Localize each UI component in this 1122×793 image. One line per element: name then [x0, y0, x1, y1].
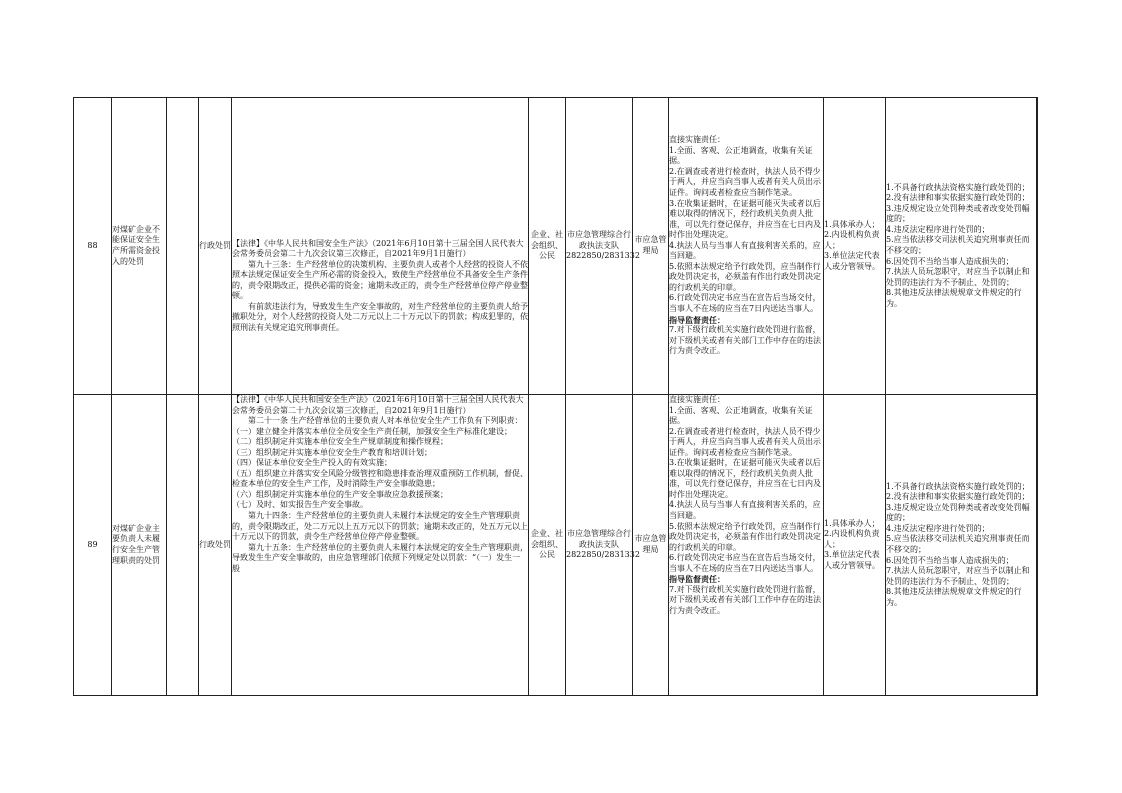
remarks-cell: [1037, 395, 1038, 696]
acc-line: 7.执法人员玩忽职守，对应当予以制止和处罚的违法行为不予制止、处罚的；: [886, 267, 1030, 287]
implementing-org: 市应急管理局: [633, 395, 669, 696]
entity-line: 3.单位法定代表人或分管领导。: [824, 251, 880, 271]
basis-paragraph: 第二十一条 生产经营单位的主要负责人对本单位安全生产工作负有下列职责：: [248, 416, 523, 426]
basis-paragraph: （三）组织制定并实施本单位安全生产教育和培训计划；: [232, 447, 432, 457]
responsible-entity: [824, 395, 886, 696]
accountability-items: [886, 98, 1037, 395]
implementing-dept: 市应急管理综合行政执法支队2822850/2831332: [566, 98, 633, 395]
blank-cell: [167, 395, 199, 696]
acc-line: 3.违反规定设立处罚种类或者改变处罚幅度的；: [886, 502, 1030, 523]
resp-line: 直接实施责任：: [669, 135, 725, 145]
entity-line: 1.具体承办人；: [824, 518, 880, 528]
entity-line: 1.具体承办人；: [824, 219, 880, 229]
legal-basis: [232, 395, 529, 696]
item-name: 对煤矿企业主要负责人未履行安全生产管理职责的处罚: [112, 395, 167, 696]
resp-line: 2.在调查或者进行检查时，执法人员不得少于两人，并应当向当事人或者有关人员出示证件。询问或者检查应当制作笔录。: [669, 426, 821, 457]
power-type: 行政处罚: [199, 98, 232, 395]
responsible-entity: [824, 98, 886, 395]
acc-line: 5.应当依法移交司法机关追究刑事责任而不移交的；: [886, 534, 1030, 554]
power-list-table: [73, 97, 1038, 696]
entity-line: 3.单位法定代表人或分管领导。: [824, 550, 880, 570]
acc-line: 5.应当依法移交司法机关追究刑事责任而不移交的；: [886, 235, 1030, 255]
resp-line: 指导监督责任：: [669, 314, 725, 325]
resp-line: 5.依照本法规定给予行政处罚，应当制作行政处罚决定书，必须盖有作出行政处罚决定的行政机关的印章。: [669, 261, 821, 292]
implementing-org: 市应急管理局: [633, 98, 669, 395]
legal-basis: [232, 98, 529, 395]
item-name: 对煤矿企业不能保证安全生产所需资金投入的处罚: [112, 98, 167, 395]
basis-paragraph: 有前款违法行为，导致发生生产安全事故的，对生产经营单位的主要负责人给予撤职处分，对个人经营的投资人处二万元以上二十万元以下的罚款；构成犯罪的，依照刑法有关规定追究刑事责任。: [232, 301, 528, 332]
resp-line: 6.行政处罚决定书应当在宣告后当场交付，当事人不在场的应当在7日内送达当事人。: [669, 553, 821, 573]
implementing-dept: 市应急管理综合行政执法支队2822850/2831332: [566, 395, 633, 696]
blank-cell: [167, 98, 199, 395]
basis-paragraph: （四）保证本单位安全生产投入的有效实施；: [232, 458, 392, 468]
acc-line: 8.其他违反法律法规规章文件规定的行为。: [886, 587, 1022, 607]
basis-paragraph: （六）组织制定并实施本单位的生产安全事故应急救援预案；: [232, 489, 448, 499]
resp-line: 6.行政处罚决定书应当在宣告后当场交付，当事人不在场的应当在7日内送达当事人。: [669, 293, 821, 313]
basis-paragraph: （一）建立健全并落实本单位全员安全生产责任制，加强安全生产标准化建设；: [232, 426, 512, 436]
basis-paragraph: （二）组织制定并实施本单位安全生产规章制度和操作规程；: [232, 437, 448, 447]
acc-line: 2.没有法律和事实依据实施行政处罚的；: [886, 492, 1030, 502]
acc-line: 3.违反规定设立处罚种类或者改变处罚幅度的；: [886, 203, 1030, 224]
acc-line: 1.不具备行政执法资格实施行政处罚的；: [886, 182, 1030, 192]
resp-line: 1.全面、客观、公正地调查，收集有关证据。: [669, 145, 813, 166]
basis-paragraph: 第九十五条：生产经营单位的主要负责人未履行本法规定的安全生产管理职责，导致发生生产安全事故的，由应急管理部门依照下列规定处以罚款：“（一）发生一般: [232, 542, 528, 573]
resp-line: 7.对下级行政机关实施行政处罚进行监督，对下级机关或者有关部门工作中存在的违法行为责令改正。: [669, 584, 821, 615]
resp-line: 4.执法人员与当事人有直接利害关系的，应当回避。: [669, 500, 821, 521]
resp-line: 7.对下级行政机关实施行政处罚进行监督，对下级机关或者有关部门工作中存在的违法行为责令改正。: [669, 325, 821, 356]
remarks-cell: [1037, 98, 1038, 395]
acc-line: 2.没有法律和事实依据实施行政处罚的；: [886, 193, 1030, 203]
resp-line: 指导监督责任：: [669, 574, 725, 585]
basis-paragraph: （七）及时、如实报告生产安全事故。: [232, 500, 368, 510]
entity-line: 2.内设机构负责人；: [824, 529, 880, 549]
row-number: 89: [74, 395, 112, 696]
responsibility-items: [669, 98, 824, 395]
resp-line: 4.执法人员与当事人有直接利害关系的，应当回避。: [669, 240, 821, 261]
entity-line: 2.内设机构负责人；: [824, 230, 880, 250]
target-subject: 企业、社会组织、公民: [529, 98, 566, 395]
accountability-items: [886, 395, 1037, 696]
basis-paragraph: 第九十四条：生产经营单位的主要负责人未履行本法规定的安全生产管理职责的，责令限期改正，处二万元以上五万元以下的罚款；逾期未改正的，处五万元以上十万元以下的罚款，责令生产经营单位停产停业整顿。: [232, 511, 528, 542]
basis-paragraph: 【法律】《中华人民共和国安全生产法》（2021年6月10日第十三届全国人民代表大会常务委员会第二十九次会议第三次修正，自2021年9月1日施行）: [232, 238, 524, 259]
basis-paragraph: 第九十三条：生产经营单位的决策机构、主要负责人或者个人经营的投资人不依照本法规定保证安全生产所必需的资金投入，致使生产经营单位不具备安全生产条件的，责令限期改正，提供必需的资金；逾期未改正的，责令生产经营单位停产停业整顿。: [232, 259, 528, 301]
basis-paragraph: （五）组织建立并落实安全风险分级管控和隐患排查治理双重预防工作机制，督促、检查本单位的安全生产工作，及时消除生产安全事故隐患；: [232, 468, 528, 489]
resp-line: 直接实施责任：: [669, 395, 725, 404]
resp-line: 3.在收集证据时，在证据可能灭失或者以后难以取得的情况下，经行政机关负责人批准，可以先行登记保存，并应当在七日内及时作出处理决定。: [669, 458, 821, 499]
responsibility-items: [669, 395, 824, 696]
power-type: 行政处罚: [199, 395, 232, 696]
resp-line: 1.全面、客观、公正地调查，收集有关证据。: [669, 405, 813, 426]
acc-line: 7.执法人员玩忽职守，对应当予以制止和处罚的违法行为不予制止、处罚的；: [886, 566, 1030, 586]
acc-line: 6.因处罚不当给当事人造成损失的；: [886, 555, 1014, 565]
resp-line: 2.在调查或者进行检查时，执法人员不得少于两人，并应当向当事人或者有关人员出示证件。询问或者检查应当制作笔录。: [669, 166, 821, 197]
acc-line: 1.不具备行政执法资格实施行政处罚的；: [886, 481, 1030, 491]
acc-line: 6.因处罚不当给当事人造成损失的；: [886, 256, 1014, 266]
resp-line: 5.依照本法规定给予行政处罚，应当制作行政处罚决定书，必须盖有作出行政处罚决定的行政机关的印章。: [669, 521, 821, 552]
table-row: [74, 395, 1038, 696]
basis-paragraph: 【法律】《中华人民共和国安全生产法》（2021年6月10日第十三届全国人民代表大会常务委员会第二十九次会议第三次修正，自2021年9月1日施行）: [232, 395, 524, 415]
row-number: 88: [74, 98, 112, 395]
acc-line: 4.违反法定程序进行处罚的；: [886, 224, 990, 234]
acc-line: 4.违反法定程序进行处罚的；: [886, 523, 990, 533]
resp-line: 3.在收集证据时，在证据可能灭失或者以后难以取得的情况下，经行政机关负责人批准，可以先行登记保存，并应当在七日内及时作出处理决定。: [669, 198, 821, 240]
acc-line: 8.其他违反法律法规规章文件规定的行为。: [886, 288, 1022, 308]
table-row: [74, 98, 1038, 395]
target-subject: 企业、社会组织、公民: [529, 395, 566, 696]
